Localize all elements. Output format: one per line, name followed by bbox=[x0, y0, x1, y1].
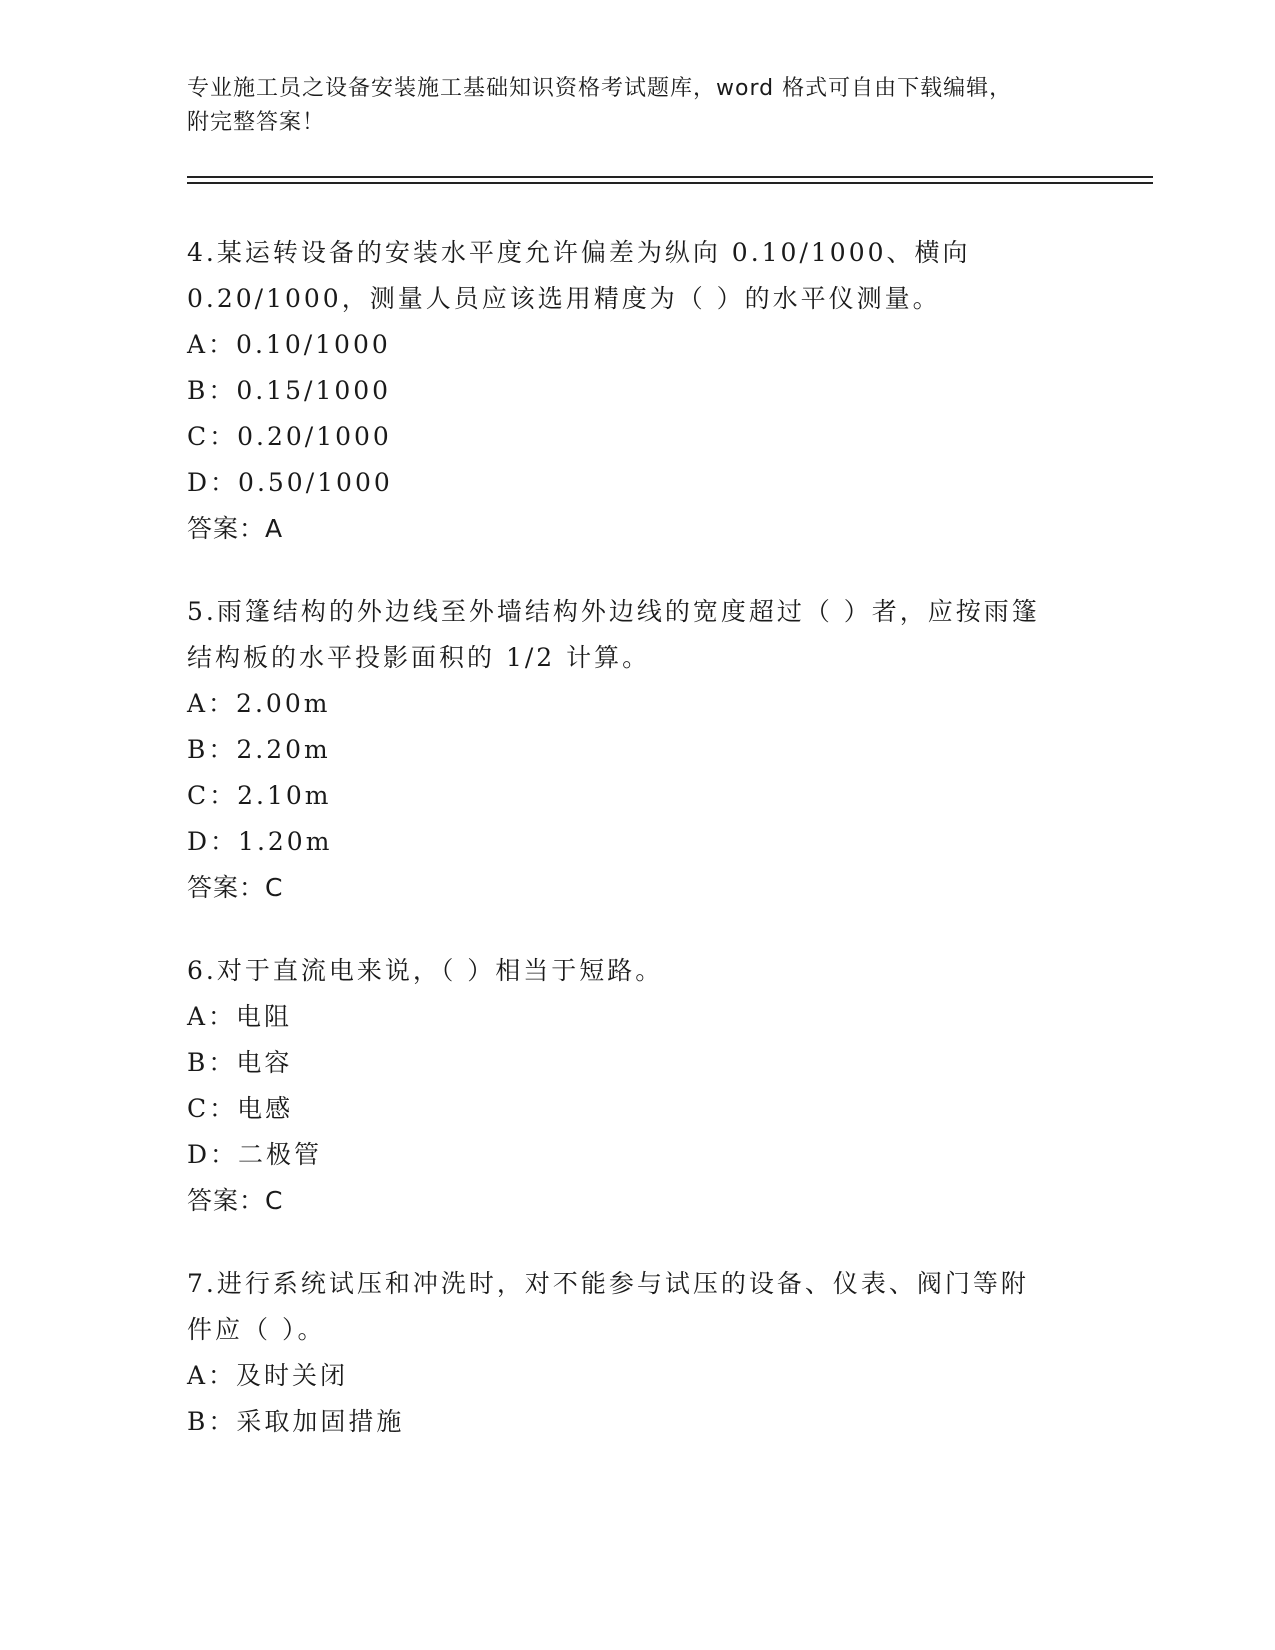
question-6 bbox=[187, 948, 1087, 1224]
option-c: C：2.10m bbox=[187, 781, 332, 810]
option-b: B：电容 bbox=[187, 1048, 293, 1077]
answer-line: 答案：C bbox=[187, 1186, 284, 1215]
option-c: C：电感 bbox=[187, 1094, 294, 1123]
option-a: A：电阻 bbox=[187, 1002, 293, 1031]
answer-line: 答案：C bbox=[187, 873, 284, 902]
document-header bbox=[187, 72, 1067, 140]
question-7 bbox=[187, 1261, 1087, 1445]
option-b: B：采取加固措施 bbox=[187, 1407, 405, 1436]
question-list bbox=[187, 230, 1087, 1482]
answer-line: 答案：A bbox=[187, 514, 284, 543]
option-a: A：及时关闭 bbox=[187, 1361, 349, 1390]
question-4 bbox=[187, 230, 1087, 552]
question-stem-line: 7.进行系统试压和冲洗时，对不能参与试压的设备、仪表、阀门等附 bbox=[187, 1269, 1029, 1298]
option-b: B：2.20m bbox=[187, 735, 331, 764]
option-b: B：0.15/1000 bbox=[187, 376, 392, 405]
header-line-2: 附完整答案！ bbox=[187, 110, 326, 135]
question-stem-line: 0.20/1000，测量人员应该选用精度为（ ）的水平仪测量。 bbox=[187, 284, 941, 313]
question-stem-line: 5.雨篷结构的外边线至外墙结构外边线的宽度超过（ ）者，应按雨篷 bbox=[187, 597, 1040, 626]
option-d: D：1.20m bbox=[187, 827, 333, 856]
header-line-1: 专业施工员之设备安装施工基础知识资格考试题库，word 格式可自由下载编辑， bbox=[187, 76, 1013, 101]
question-stem-line: 4.某运转设备的安装水平度允许偏差为纵向 0.10/1000、横向 bbox=[187, 238, 971, 267]
question-stem-line: 6.对于直流电来说，（ ）相当于短路。 bbox=[187, 956, 664, 985]
option-d: D：0.50/1000 bbox=[187, 468, 393, 497]
option-d: D：二极管 bbox=[187, 1140, 323, 1169]
header-divider-bottom bbox=[187, 182, 1153, 184]
option-a: A：0.10/1000 bbox=[187, 330, 391, 359]
header-divider-top bbox=[187, 176, 1153, 178]
question-stem-line: 件应（ ）。 bbox=[187, 1315, 326, 1344]
option-c: C：0.20/1000 bbox=[187, 422, 392, 451]
question-5 bbox=[187, 589, 1087, 911]
question-stem-line: 结构板的水平投影面积的 1/2 计算。 bbox=[187, 643, 651, 672]
option-a: A：2.00m bbox=[187, 689, 331, 718]
